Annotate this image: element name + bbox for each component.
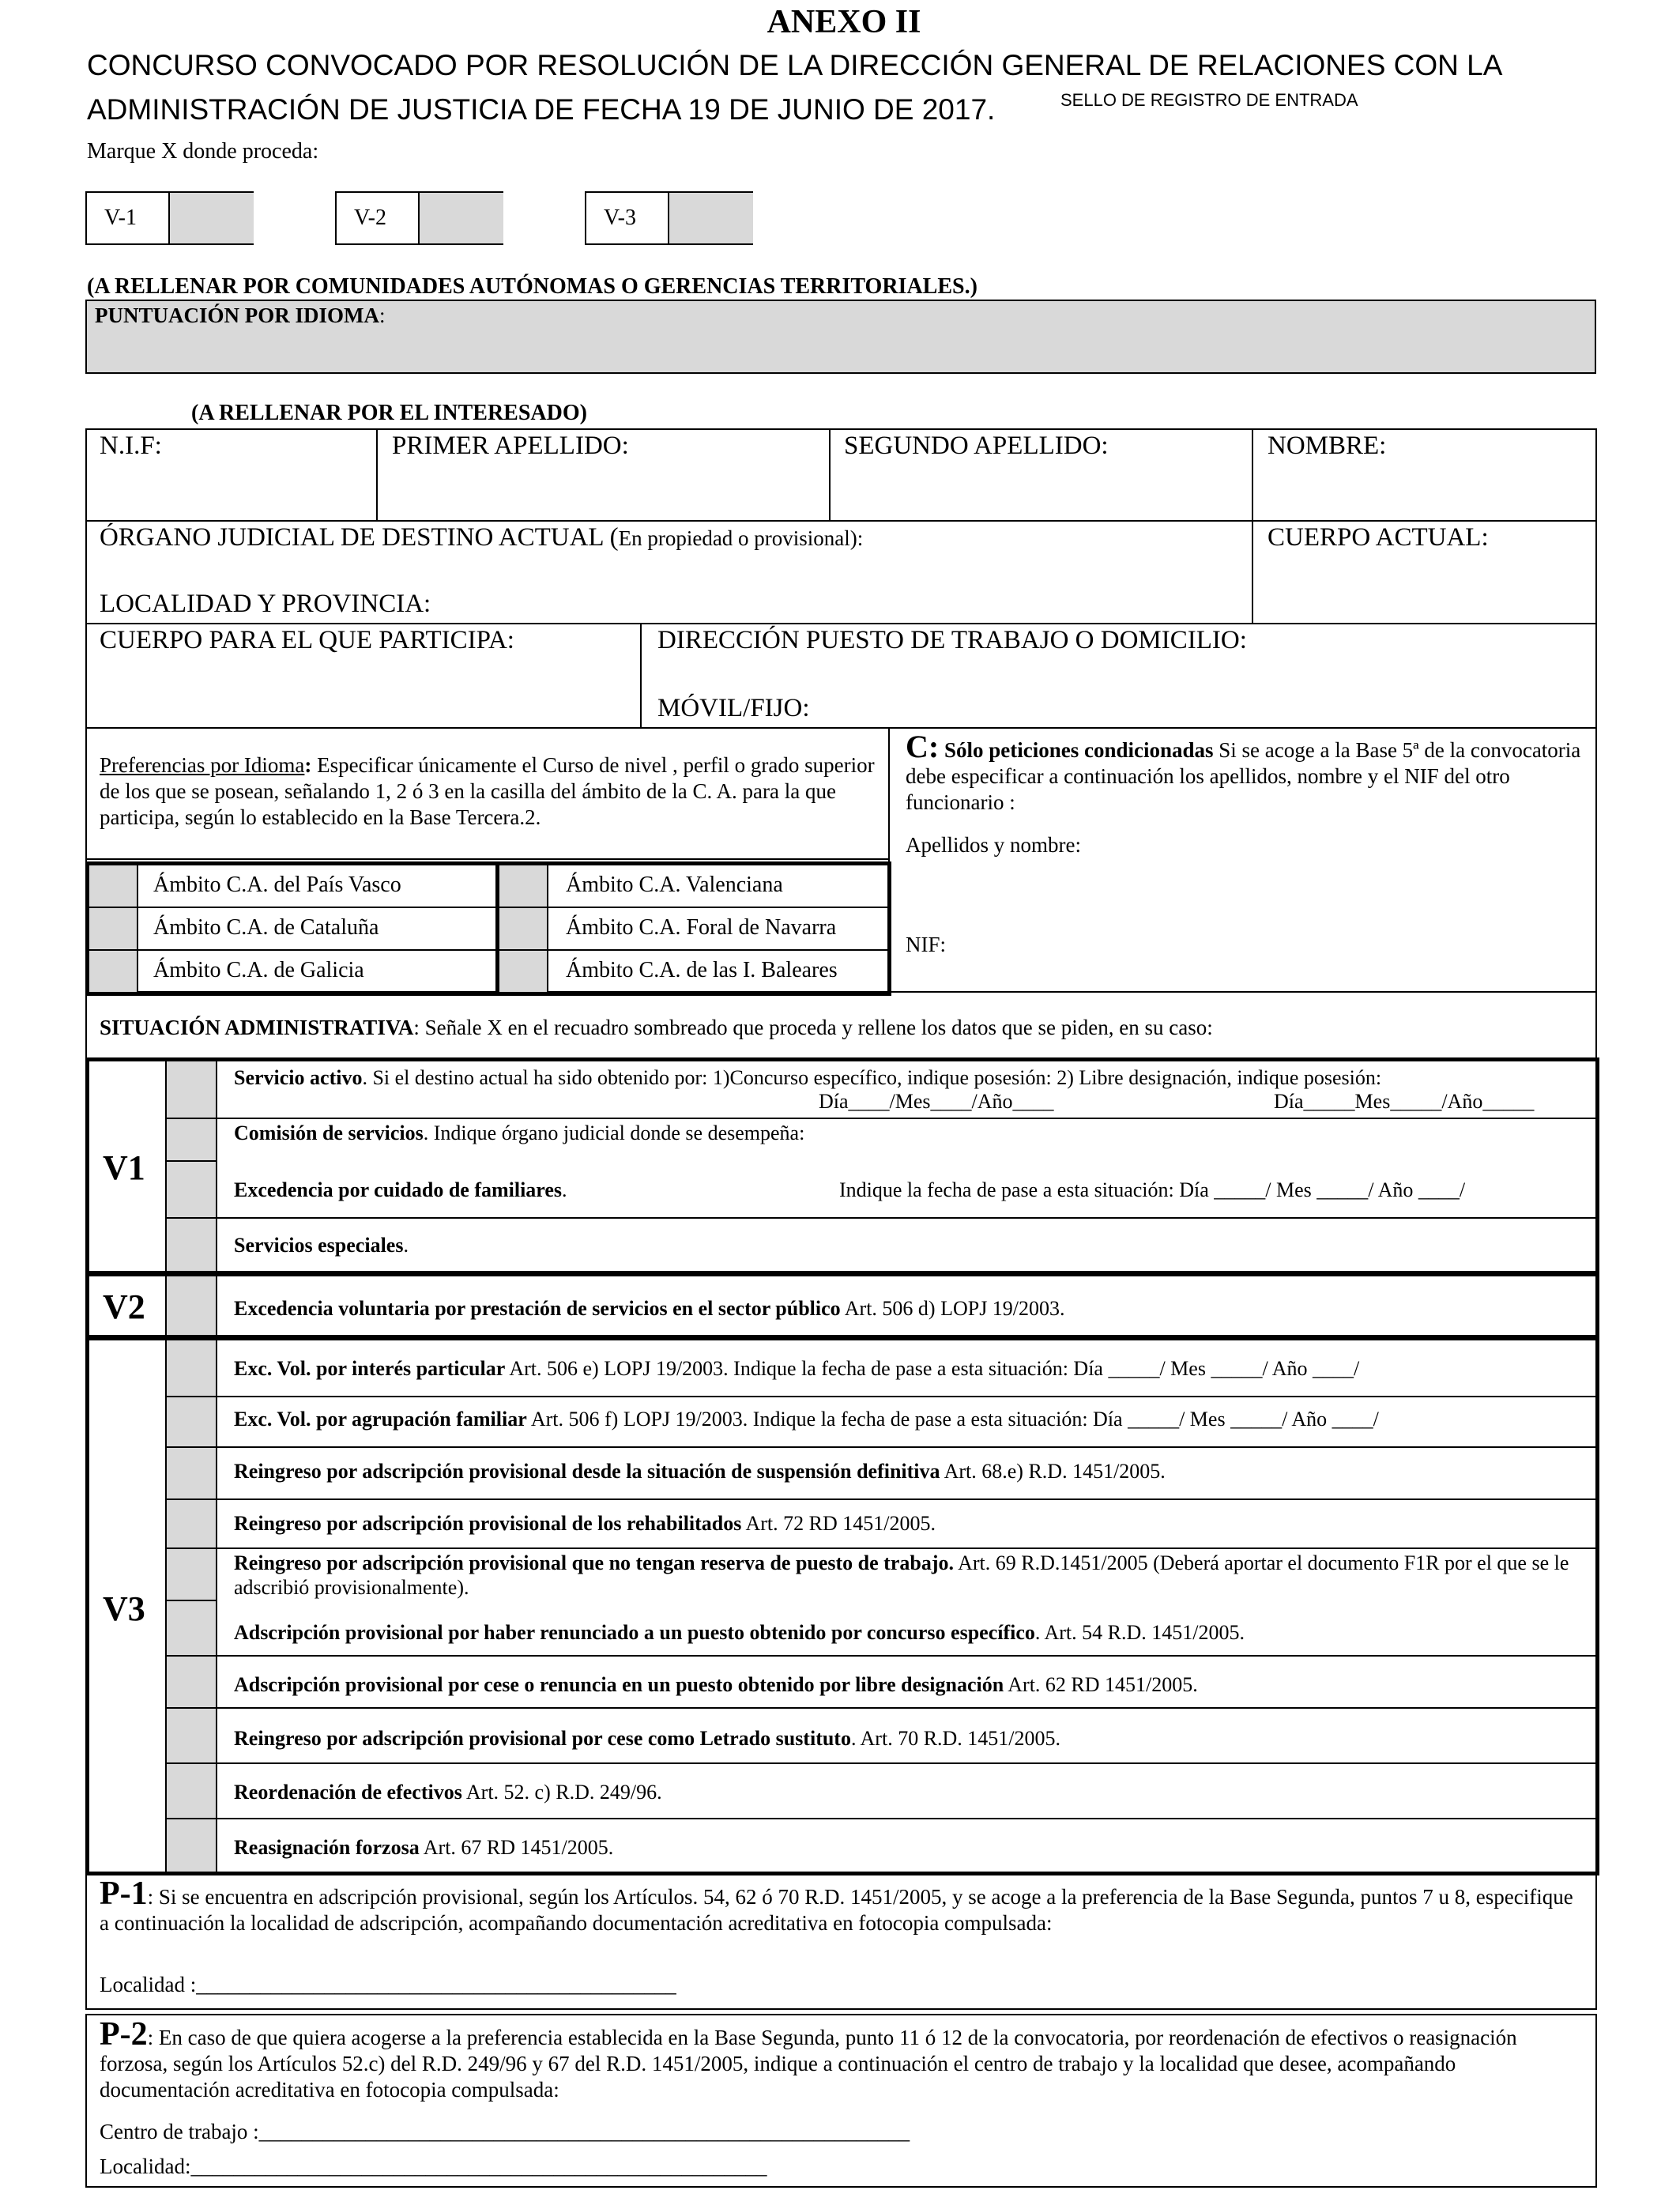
language-score-field[interactable] [85, 300, 1596, 374]
area-catalonia-checkbox[interactable] [89, 908, 138, 949]
v3-row-1-text: Exc. Vol. por interés particular Art. 506 e) LOPJ 19/2003. Indique la fecha de pase a esta situación: Día _____/ Mes _____/ Año ____/ [234, 1357, 1360, 1380]
conditional-text: C: Sólo peticiones condicionadas Si se acoge a la Base 5ª de la convocatoria debe especificar a continuación los apellidos, nombre y el NIF del otro funcionario : [906, 729, 1581, 814]
area-catalonia-label: Ámbito C.A. de Cataluña [153, 915, 379, 940]
language-preferences-text: Preferencias por Idioma: Especificar únicamente el Curso de nivel , perfil o grado superior de los que se posean, señalando 1, 2 ó 3 en la casilla del ámbito de la C. A. para la que participa, según lo establecido en la Base Tercera.2. [100, 753, 875, 829]
phone-field[interactable]: MÓVIL/FIJO: [657, 694, 810, 722]
v3-row-2-text: Exc. Vol. por agrupación familiar Art. 506 f) LOPJ 19/2003. Indique la fecha de pase a esta situación: Día _____/ Mes _____/ Año ____/ [234, 1408, 1379, 1431]
v1-label: V1 [103, 1148, 145, 1187]
area-navarra-checkbox[interactable] [499, 908, 548, 949]
subtitle-line-2: ADMINISTRACIÓN DE JUSTICIA DE FECHA 19 DE JUNIO DE 2017. [87, 93, 996, 126]
v1-leave-text: Excedencia por cuidado de familiares. [234, 1178, 567, 1201]
subtitle-line-1: CONCURSO CONVOCADO POR RESOLUCIÓN DE LA DIRECCIÓN GENERAL DE RELACIONES CON LA [87, 49, 1503, 81]
page-title: ANEXO II [767, 4, 921, 40]
v3-row-2-checkbox[interactable] [167, 1397, 216, 1446]
stamp-label: SELLO DE REGISTRO DE ENTRADA [1060, 90, 1358, 110]
first-surname-field[interactable]: PRIMER APELLIDO: [392, 432, 629, 460]
option-v1-checkbox[interactable] [168, 193, 254, 243]
second-surname-field[interactable]: SEGUNDO APELLIDO: [844, 432, 1109, 460]
option-v1 [85, 191, 254, 245]
area-galicia-label: Ámbito C.A. de Galicia [153, 958, 364, 982]
area-baleares-label: Ámbito C.A. de las I. Baleares [566, 958, 838, 982]
area-valencia-checkbox[interactable] [499, 865, 548, 907]
v1-special-checkbox[interactable] [167, 1219, 216, 1271]
nif-field[interactable]: N.I.F: [100, 432, 162, 460]
area-basque-checkbox[interactable] [89, 865, 138, 907]
p1-locality-field[interactable]: Localidad :_____________________________________________ [100, 1973, 676, 1996]
v3-row-6-text: Adscripción provisional por haber renunciado a un puesto obtenido por concurso específico. Art. 54 R.D. 1451/2005. [234, 1621, 1245, 1644]
v3-row-5-checkbox[interactable] [167, 1549, 216, 1600]
v2-text: Excedencia voluntaria por prestación de servicios en el sector público Art. 506 d) LOPJ 19/2003. [234, 1297, 1065, 1320]
v1-leave-date[interactable]: Indique la fecha de pase a esta situación: Día _____/ Mes _____/ Año ____/ [839, 1178, 1466, 1201]
area-baleares-checkbox[interactable] [499, 951, 548, 992]
v3-row-6-checkbox[interactable] [167, 1601, 216, 1655]
locality-field[interactable]: LOCALIDAD Y PROVINCIA: [100, 590, 431, 618]
v1-special-text: Servicios especiales. [234, 1234, 409, 1257]
p2-text: P-2: En caso de que quiera acogerse a la preferencia establecida en la Base Segunda, punto 11 ó 12 de la convocatoria, por reordenación de efectivos o reasignación forzosa, según los Artículos 52.c) del R.D. 249/96 y 67 del R.D. 1451/2005, indique a continuación el centro de trabajo y la localidad que desee, acompañando documentación acreditativa en fotocopia compulsada: [100, 2016, 1517, 2102]
v3-row-8-checkbox[interactable] [167, 1709, 216, 1762]
v3-row-3-checkbox[interactable] [167, 1448, 216, 1498]
v1-active-checkbox[interactable] [167, 1061, 216, 1118]
v3-row-1-checkbox[interactable] [167, 1340, 216, 1396]
p1-text: P-1: Si se encuentra en adscripción provisional, según los Artículos. 54, 62 ó 70 R.D. 1451/2005, y se acoge a la preferencia de la Base Segunda, puntos 7 u 8, especifique a continuación la localidad de adscripción, acompañando documentación acreditativa en fotocopia compulsada: [100, 1875, 1573, 1935]
language-score-label: PUNTUACIÓN POR IDIOMA: [95, 303, 386, 327]
area-galicia-checkbox[interactable] [89, 951, 138, 992]
v3-row-4-text: Reingreso por adscripción provisional de los rehabilitados Art. 72 RD 1451/2005. [234, 1512, 936, 1535]
option-v3-label: V-3 [604, 205, 636, 230]
organ-field[interactable]: ÓRGANO JUDICIAL DE DESTINO ACTUAL (En propiedad o provisional): [100, 523, 864, 552]
v3-row-9-text: Reordenación de efectivos Art. 52. c) R.D. 249/96. [234, 1781, 662, 1804]
p2-locality-field[interactable]: Localidad:______________________________________________________ [100, 2154, 767, 2178]
area-navarra-label: Ámbito C.A. Foral de Navarra [566, 915, 837, 940]
v3-row-10-text: Reasignación forzosa Art. 67 RD 1451/2005. [234, 1836, 614, 1859]
p2-workplace-field[interactable]: Centro de trabajo :_____________________________________________________________ [100, 2120, 910, 2143]
option-v3-checkbox[interactable] [668, 193, 753, 243]
option-v2-checkbox[interactable] [418, 193, 503, 243]
area-basque-label: Ámbito C.A. del País Vasco [153, 873, 401, 897]
v1-commission-text: Comisión de servicios. Indique órgano judicial donde se desempeña: [234, 1122, 805, 1144]
v2-label: V2 [103, 1287, 145, 1326]
v3-row-4-checkbox[interactable] [167, 1500, 216, 1547]
area-valencia-label: Ámbito C.A. Valenciana [566, 873, 783, 897]
v3-row-7-text: Adscripción provisional por cese o renuncia en un puesto obtenido por libre designación Art. 62 RD 1451/2005. [234, 1673, 1198, 1696]
address-field[interactable]: DIRECCIÓN PUESTO DE TRABAJO O DOMICILIO: [657, 626, 1247, 654]
conditional-names-field[interactable]: Apellidos y nombre: [906, 833, 1081, 857]
ca-heading: (A RELLENAR POR COMUNIDADES AUTÓNOMAS O GERENCIAS TERRITORIALES.) [87, 274, 977, 299]
v2-checkbox[interactable] [167, 1276, 216, 1335]
v1-active-date-1[interactable]: Día____/Mes____/Año____ [819, 1090, 1054, 1113]
v3-row-7-checkbox[interactable] [167, 1657, 216, 1707]
situation-instructions: SITUACIÓN ADMINISTRATIVA: Señale X en el recuadro sombreado que proceda y rellene los datos que se piden, en su caso: [100, 1016, 1213, 1039]
option-v1-label: V-1 [104, 205, 137, 230]
option-v2 [335, 191, 503, 245]
v1-active-text: Servicio activo. Si el destino actual ha sido obtenido por: 1)Concurso específico, indique posesión: 2) Libre designación, indique posesión: [234, 1066, 1382, 1089]
conditional-nif-field[interactable]: NIF: [906, 933, 947, 956]
name-field[interactable]: NOMBRE: [1268, 432, 1387, 460]
mark-instruction: Marque X donde proceda: [87, 139, 319, 164]
v1-leave-checkbox[interactable] [167, 1162, 216, 1217]
v3-row-3-text: Reingreso por adscripción provisional desde la situación de suspensión definitiva Art. 68.e) R.D. 1451/2005. [234, 1460, 1166, 1483]
option-v3 [585, 191, 753, 245]
v3-row-8-text: Reingreso por adscripción provisional por cese como Letrado sustituto. Art. 70 R.D. 1451/2005. [234, 1727, 1061, 1750]
v3-row-5-text: Reingreso por adscripción provisional que no tengan reserva de puesto de trabajo. Art. 69 R.D.1451/2005 (Deberá aportar el documento F1R por el que se le adscribió provisionalmente). [234, 1551, 1569, 1599]
target-body-field[interactable]: CUERPO PARA EL QUE PARTICIPA: [100, 626, 514, 654]
personal-heading: (A RELLENAR POR EL INTERESADO) [191, 401, 587, 425]
option-v2-label: V-2 [354, 205, 386, 230]
v3-label: V3 [103, 1589, 145, 1628]
current-body-field[interactable]: CUERPO ACTUAL: [1268, 523, 1489, 552]
v1-commission-checkbox[interactable] [167, 1119, 216, 1160]
v3-row-10-checkbox[interactable] [167, 1819, 216, 1872]
v1-active-date-2[interactable]: Día_____Mes_____/Año_____ [1274, 1090, 1535, 1113]
v3-row-9-checkbox[interactable] [167, 1764, 216, 1818]
